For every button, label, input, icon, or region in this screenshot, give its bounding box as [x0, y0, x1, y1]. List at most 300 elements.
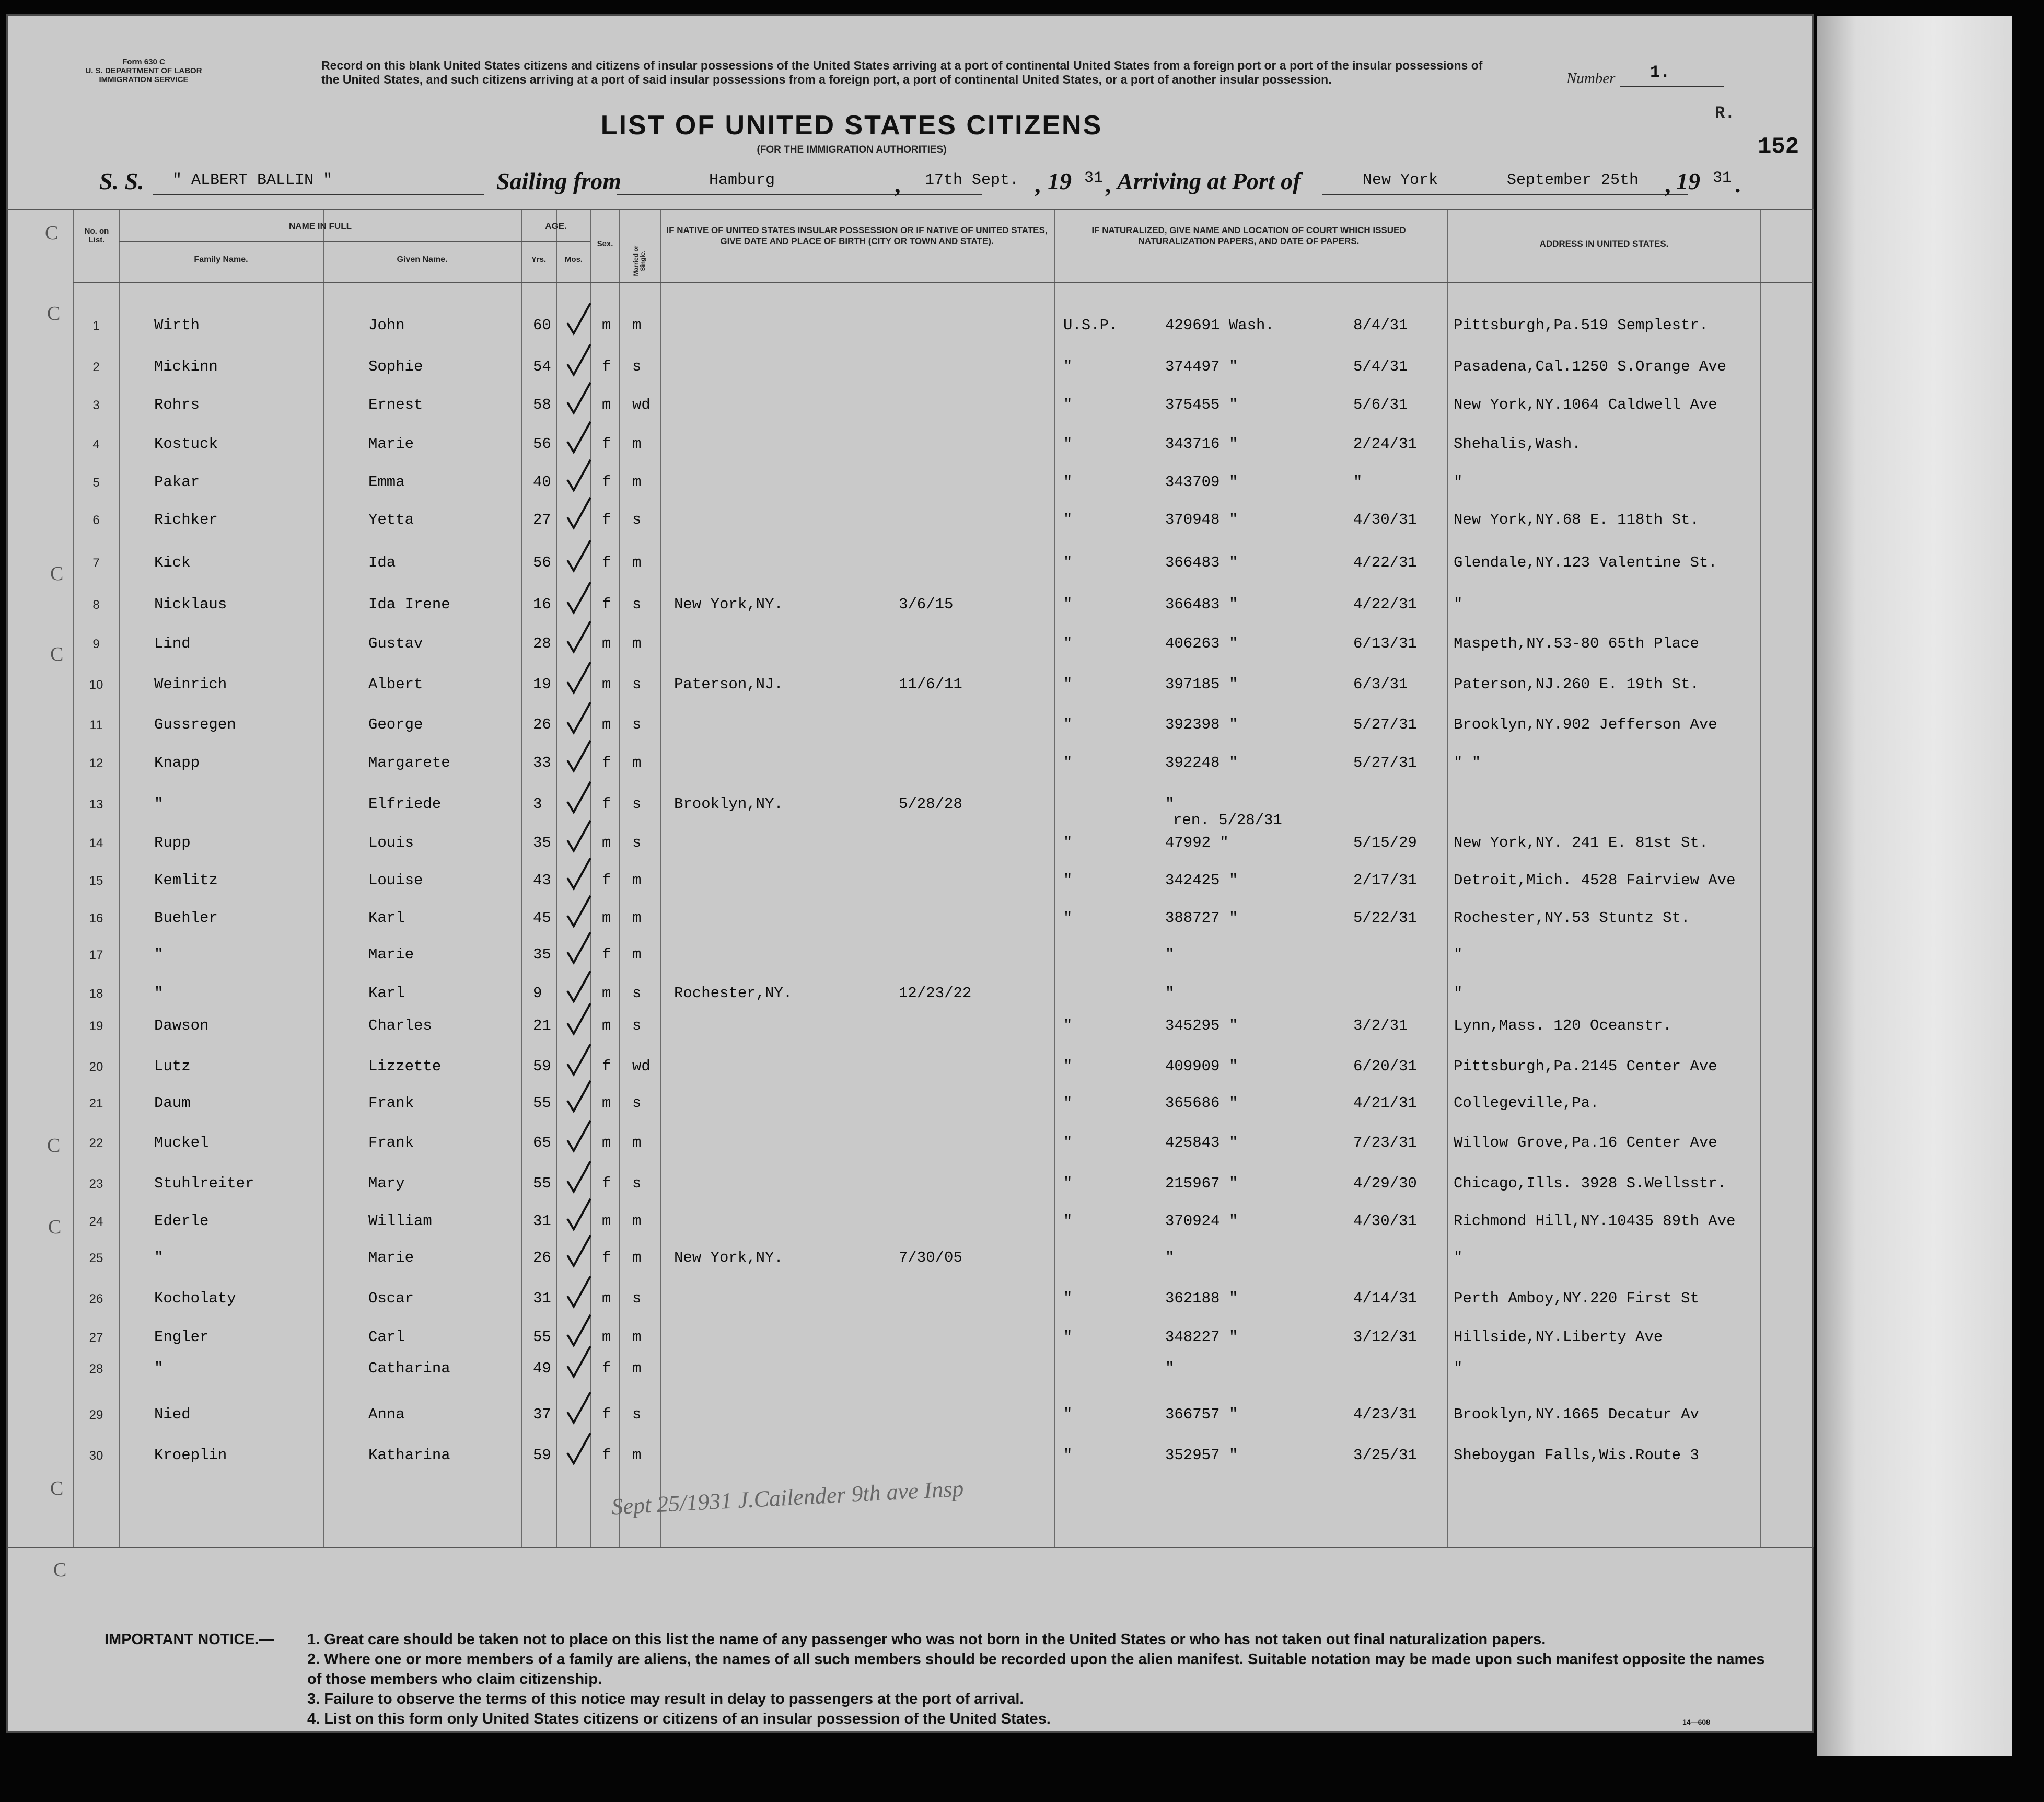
- marital-status: s: [632, 511, 642, 528]
- naturalization-number: 429691 Wash.: [1165, 317, 1274, 334]
- naturalization-court: ": [1063, 396, 1073, 413]
- age-years: 45: [533, 909, 551, 927]
- header-sex: Sex.: [597, 239, 613, 248]
- given-name: Karl: [368, 909, 405, 927]
- check-mark-icon: [564, 301, 596, 338]
- family-name: ": [154, 985, 164, 1002]
- sex: f: [602, 1447, 611, 1464]
- given-name: Karl: [368, 985, 405, 1002]
- sex: m: [602, 716, 611, 733]
- given-name: Albert: [368, 676, 423, 693]
- check-mark-icon: [564, 1079, 596, 1115]
- check-mark-icon: [564, 660, 596, 697]
- age-years: 60: [533, 317, 551, 334]
- given-name: Sophie: [368, 358, 423, 375]
- address: Shehalis,Wash.: [1454, 435, 1581, 453]
- marital-status: s: [632, 1290, 642, 1307]
- age-years: 21: [533, 1017, 551, 1034]
- check-mark-icon: [564, 1390, 596, 1427]
- sex: m: [602, 909, 611, 927]
- table-column-rule: [660, 209, 661, 1547]
- marital-status: s: [632, 716, 642, 733]
- check-mark-icon: [564, 818, 596, 855]
- r-mark: R.: [1715, 103, 1735, 123]
- header-naturalized: IF NATURALIZED, GIVE NAME AND LOCATION OF COURT WHICH ISSUED NATURALIZATION PAPERS, AND DATE OF PAPERS.: [1091, 225, 1406, 246]
- list-number: 8: [92, 598, 100, 612]
- margin-mark: C: [53, 1559, 67, 1581]
- naturalization-court: ": [1063, 834, 1073, 851]
- list-number: 5: [92, 476, 100, 490]
- sex: m: [602, 317, 611, 334]
- family-name: Lutz: [154, 1058, 191, 1075]
- naturalization-number: 345295 ": [1165, 1017, 1238, 1034]
- list-number: 26: [89, 1292, 103, 1306]
- sex: f: [602, 872, 611, 889]
- list-number: 15: [89, 874, 103, 888]
- family-name: Richker: [154, 511, 218, 528]
- notice-item-2: 2. Where one or more members of a family are aliens, the names of all such members should be recorded upon the alien manifest. Suitable notation may be made upon such manifest opposite the names of those members who claim citizenship.: [307, 1651, 1765, 1688]
- address: Willow Grove,Pa.16 Center Ave: [1454, 1134, 1717, 1151]
- marital-status: s: [632, 1094, 642, 1112]
- naturalization-number: 215967 ": [1165, 1175, 1238, 1192]
- list-number: 21: [89, 1096, 103, 1111]
- naturalization-court: ": [1063, 754, 1073, 771]
- list-number: 30: [89, 1449, 103, 1463]
- sailing-year-prefix: 19: [1048, 168, 1072, 194]
- address: New York,NY.1064 Caldwell Ave: [1454, 396, 1717, 413]
- given-name: John: [368, 317, 405, 334]
- table-column-rule: [323, 209, 324, 1547]
- naturalization-date: 4/30/31: [1353, 1212, 1417, 1230]
- naturalization-date: 5/15/29: [1353, 834, 1417, 851]
- arrival-year: 31: [1713, 169, 1732, 187]
- age-years: 35: [533, 834, 551, 851]
- given-name: Oscar: [368, 1290, 414, 1307]
- age-years: 59: [533, 1447, 551, 1464]
- given-name: Emma: [368, 473, 405, 491]
- check-mark-icon: [564, 420, 596, 456]
- margin-mark: C: [47, 1135, 61, 1157]
- sex: m: [602, 985, 611, 1002]
- sex: f: [602, 946, 611, 963]
- margin-mark: C: [47, 303, 61, 325]
- age-years: 26: [533, 1249, 551, 1266]
- naturalization-number: 375455 ": [1165, 396, 1238, 413]
- naturalization-court: ": [1063, 596, 1073, 613]
- given-name: Ida Irene: [368, 596, 450, 613]
- naturalization-court: ": [1063, 1406, 1073, 1423]
- naturalization-court: ": [1063, 473, 1073, 491]
- age-years: 33: [533, 754, 551, 771]
- address: Brooklyn,NY.1665 Decatur Av: [1454, 1406, 1699, 1423]
- voyage-line: S. S. " ALBERT BALLIN " Sailing from Hamburg , 17th Sept. , 19 31 , Arriving at Port of New York September 25th , 19 31 .: [99, 168, 1741, 198]
- naturalization-number: 406263 ": [1165, 635, 1238, 652]
- address: Detroit,Mich. 4528 Fairview Ave: [1454, 872, 1736, 889]
- table-row-rule: [7, 209, 1813, 210]
- table-row-rule: [7, 1547, 1813, 1548]
- marital-status: m: [632, 1447, 642, 1464]
- given-name: Marie: [368, 946, 414, 963]
- check-mark-icon: [564, 495, 596, 532]
- family-name: Rupp: [154, 834, 191, 851]
- address: Perth Amboy,NY.220 First St: [1454, 1290, 1699, 1307]
- naturalization-court: ": [1063, 1058, 1073, 1075]
- naturalization-number: 397185 ": [1165, 676, 1238, 693]
- naturalization-date: 3/12/31: [1353, 1329, 1417, 1346]
- age-years: 31: [533, 1290, 551, 1307]
- family-name: Weinrich: [154, 676, 227, 693]
- list-number: 14: [89, 836, 103, 850]
- check-mark-icon: [564, 856, 596, 893]
- margin-mark: C: [50, 643, 64, 665]
- birth-place: Rochester,NY.: [674, 985, 793, 1002]
- header-age: AGE.: [545, 221, 567, 231]
- check-mark-icon: [564, 1001, 596, 1038]
- naturalization-number: 365686 ": [1165, 1094, 1238, 1112]
- given-name: Lizzette: [368, 1058, 442, 1075]
- list-number: 11: [89, 718, 103, 732]
- age-years: 19: [533, 676, 551, 693]
- address: Rochester,NY.53 Stuntz St.: [1454, 909, 1690, 927]
- address: Paterson,NJ.260 E. 19th St.: [1454, 676, 1699, 693]
- list-number: 29: [89, 1408, 103, 1422]
- sex: f: [602, 1175, 611, 1192]
- address: Pasadena,Cal.1250 S.Orange Ave: [1454, 358, 1727, 375]
- naturalization-number: 348227 ": [1165, 1329, 1238, 1346]
- marital-status: m: [632, 1360, 642, 1377]
- birth-date: 5/28/28: [899, 795, 962, 813]
- marital-status: s: [632, 358, 642, 375]
- naturalization-court: ": [1063, 1290, 1073, 1307]
- address: Collegeville,Pa.: [1454, 1094, 1599, 1112]
- family-name: Lind: [154, 635, 191, 652]
- marital-status: m: [632, 435, 642, 453]
- age-years: 9: [533, 985, 542, 1002]
- naturalization-date: 4/29/30: [1353, 1175, 1417, 1192]
- check-mark-icon: [564, 1431, 596, 1468]
- marital-status: m: [632, 1134, 642, 1151]
- naturalization-date: 3/25/31: [1353, 1447, 1417, 1464]
- list-number: 24: [89, 1215, 103, 1229]
- age-years: 49: [533, 1360, 551, 1377]
- age-years: 56: [533, 554, 551, 571]
- naturalization-date: 4/22/31: [1353, 596, 1417, 613]
- sex: f: [602, 358, 611, 375]
- notice-item-3: 3. Failure to observe the terms of this notice may result in delay to passengers at the port of arrival.: [307, 1691, 1024, 1707]
- given-name: Yetta: [368, 511, 414, 528]
- address: Richmond Hill,NY.10435 89th Ave: [1454, 1212, 1736, 1230]
- table-row-rule: [73, 282, 1813, 283]
- sailing-port: Hamburg: [709, 171, 775, 189]
- marital-status: m: [632, 909, 642, 927]
- naturalization-court: ": [1063, 358, 1073, 375]
- arriving-label: Arriving at Port of: [1117, 168, 1301, 194]
- check-mark-icon: [564, 738, 596, 775]
- sex: f: [602, 1249, 611, 1266]
- age-years: 54: [533, 358, 551, 375]
- list-number: 3: [92, 398, 100, 412]
- address: ": [1454, 1360, 1463, 1377]
- ship-name: " ALBERT BALLIN ": [172, 171, 333, 189]
- number-underline: [1620, 86, 1724, 87]
- marital-status: wd: [632, 1058, 651, 1075]
- birth-date: 3/6/15: [899, 596, 954, 613]
- sex: m: [602, 1329, 611, 1346]
- header-birth: IF NATIVE OF UNITED STATES INSULAR POSSESSION OR IF NATIVE OF UNITED STATES, GIVE DATE AND PLACE OF BIRTH (CITY OR TOWN AND STATE).: [666, 225, 1048, 246]
- naturalization-number: ": [1165, 1249, 1175, 1266]
- family-name: Daum: [154, 1094, 191, 1112]
- address: Glendale,NY.123 Valentine St.: [1454, 554, 1717, 571]
- sex: f: [602, 473, 611, 491]
- header-no-on-list: No. on List.: [84, 227, 109, 245]
- family-name: Kick: [154, 554, 191, 571]
- naturalization-date: 4/21/31: [1353, 1094, 1417, 1112]
- given-name: Marie: [368, 435, 414, 453]
- margin-mark: C: [50, 1477, 64, 1499]
- naturalization-date: 5/27/31: [1353, 754, 1417, 771]
- age-years: 37: [533, 1406, 551, 1423]
- marital-status: m: [632, 1249, 642, 1266]
- sex: m: [602, 676, 611, 693]
- family-name: ": [154, 1249, 164, 1266]
- naturalization-number: 366483 ": [1165, 554, 1238, 571]
- naturalization-date: 4/14/31: [1353, 1290, 1417, 1307]
- naturalization-court: ": [1063, 1094, 1073, 1112]
- naturalization-court: ": [1063, 1212, 1073, 1230]
- naturalization-date: 4/23/31: [1353, 1406, 1417, 1423]
- given-name: Louise: [368, 872, 423, 889]
- sex: f: [602, 435, 611, 453]
- ship-underline: [153, 194, 484, 195]
- notice-item-1: 1. Great care should be taken not to place on this list the name of any passenger who was not born in the United States or who has not taken out final naturalization papers.: [307, 1631, 1546, 1648]
- naturalization-date: 4/30/31: [1353, 511, 1417, 528]
- given-name: Frank: [368, 1094, 414, 1112]
- age-years: 3: [533, 795, 542, 813]
- department-name: U. S. DEPARTMENT OF LABOR: [85, 66, 202, 75]
- birth-place: New York,NY.: [674, 1249, 783, 1266]
- list-number: 1: [92, 319, 100, 333]
- family-name: Kostuck: [154, 435, 218, 453]
- service-name: IMMIGRATION SERVICE: [99, 75, 189, 84]
- address: Pittsburgh,Pa.2145 Center Ave: [1454, 1058, 1717, 1075]
- table-column-rule: [1813, 209, 1814, 1547]
- naturalization-number: ": [1165, 985, 1175, 1002]
- arrival-date: September 25th: [1506, 171, 1639, 189]
- family-name: Nied: [154, 1406, 191, 1423]
- check-mark-icon: [564, 619, 596, 656]
- family-name: ": [154, 795, 164, 813]
- naturalization-number: 47992 ": [1165, 834, 1229, 851]
- marital-status: m: [632, 317, 642, 334]
- naturalization-date: 7/23/31: [1353, 1134, 1417, 1151]
- marital-status: m: [632, 872, 642, 889]
- address: Sheboygan Falls,Wis.Route 3: [1454, 1447, 1699, 1464]
- birth-date: 7/30/05: [899, 1249, 962, 1266]
- table-column-rule: [521, 209, 522, 1547]
- naturalization-date: ": [1353, 473, 1363, 491]
- marital-status: s: [632, 596, 642, 613]
- footer-code: 14—608: [1682, 1718, 1710, 1726]
- sex: f: [602, 554, 611, 571]
- given-name: Margarete: [368, 754, 450, 771]
- check-mark-icon: [564, 1159, 596, 1196]
- marital-status: s: [632, 985, 642, 1002]
- birth-date: 11/6/11: [899, 676, 962, 693]
- naturalization-court: ": [1063, 554, 1073, 571]
- naturalization-number: 409909 ": [1165, 1058, 1238, 1075]
- sailing-from-label: Sailing from: [496, 168, 622, 194]
- form-number: Form 630 C: [122, 57, 165, 66]
- page-subtitle: (FOR THE IMMIGRATION AUTHORITIES): [757, 144, 947, 155]
- list-number: 4: [92, 437, 100, 452]
- given-name: Mary: [368, 1175, 405, 1192]
- age-years: 35: [533, 946, 551, 963]
- check-mark-icon: [564, 700, 596, 737]
- naturalization-number: ": [1165, 946, 1175, 963]
- margin-mark: C: [50, 563, 64, 585]
- arrival-year-prefix: 19: [1676, 168, 1700, 194]
- marital-status: s: [632, 676, 642, 693]
- header-yrs: Yrs.: [531, 255, 547, 264]
- naturalization-date: 6/3/31: [1353, 676, 1408, 693]
- sex: m: [602, 396, 611, 413]
- ss-label: S. S.: [99, 168, 144, 194]
- age-years: 56: [533, 435, 551, 453]
- marital-status: wd: [632, 396, 651, 413]
- age-years: 55: [533, 1094, 551, 1112]
- sex: f: [602, 795, 611, 813]
- address: ": [1454, 473, 1463, 491]
- birth-date: 12/23/22: [899, 985, 972, 1002]
- check-mark-icon: [564, 894, 596, 930]
- row14-renewal-note: ren. 5/28/31: [1173, 812, 1282, 829]
- family-name: Wirth: [154, 317, 200, 334]
- table-column-rule: [1760, 209, 1761, 1547]
- list-number: 7: [92, 556, 100, 570]
- naturalization-court: ": [1063, 1329, 1073, 1346]
- age-years: 55: [533, 1329, 551, 1346]
- check-mark-icon: [564, 1042, 596, 1079]
- list-number: 22: [89, 1136, 103, 1150]
- naturalization-court: ": [1063, 716, 1073, 733]
- page-title: LIST OF UNITED STATES CITIZENS: [600, 110, 1103, 141]
- address: Hillside,NY.Liberty Ave: [1454, 1329, 1663, 1346]
- check-mark-icon: [564, 969, 596, 1006]
- sex: m: [602, 1290, 611, 1307]
- marital-status: m: [632, 754, 642, 771]
- naturalization-court: ": [1063, 435, 1073, 453]
- family-name: ": [154, 1360, 164, 1377]
- naturalization-date: 2/17/31: [1353, 872, 1417, 889]
- naturalization-number: 366483 ": [1165, 596, 1238, 613]
- list-number: 23: [89, 1177, 103, 1191]
- given-name: Ernest: [368, 396, 423, 413]
- table-column-rule: [119, 209, 120, 1547]
- marital-status: s: [632, 795, 642, 813]
- naturalization-number: 352957 ": [1165, 1447, 1238, 1464]
- family-name: Knapp: [154, 754, 200, 771]
- check-mark-icon: [564, 342, 596, 379]
- sex: m: [602, 635, 611, 652]
- age-years: 55: [533, 1175, 551, 1192]
- check-mark-icon: [564, 1233, 596, 1270]
- sex: f: [602, 1360, 611, 1377]
- family-name: Nicklaus: [154, 596, 227, 613]
- naturalization-number: 392248 ": [1165, 754, 1238, 771]
- sex: f: [602, 596, 611, 613]
- address: Maspeth,NY.53-80 65th Place: [1454, 635, 1699, 652]
- naturalization-court: ": [1063, 1175, 1073, 1192]
- number-label: Number: [1566, 70, 1616, 87]
- naturalization-date: 5/22/31: [1353, 909, 1417, 927]
- sailing-year: 31: [1084, 169, 1104, 187]
- age-years: 16: [533, 596, 551, 613]
- header-married-or-single: Married or Single.: [632, 245, 646, 276]
- family-name: Rohrs: [154, 396, 200, 413]
- list-number: 25: [89, 1251, 103, 1265]
- naturalization-number: 343709 ": [1165, 473, 1238, 491]
- naturalization-date: 3/2/31: [1353, 1017, 1408, 1034]
- address: Pittsburgh,Pa.519 Semplestr.: [1454, 317, 1709, 334]
- given-name: Charles: [368, 1017, 432, 1034]
- naturalization-court: ": [1063, 1447, 1073, 1464]
- marital-status: s: [632, 1406, 642, 1423]
- given-name: William: [368, 1212, 432, 1230]
- header-given-name: Given Name.: [397, 255, 448, 264]
- table-column-rule: [1054, 209, 1055, 1547]
- address: Lynn,Mass. 120 Oceanstr.: [1454, 1017, 1672, 1034]
- form-identifier: [68, 57, 219, 84]
- naturalization-number: 392398 ": [1165, 716, 1238, 733]
- family-name: Muckel: [154, 1134, 209, 1151]
- page-number: 152: [1758, 134, 1799, 160]
- arrival-underline: [1322, 194, 1688, 195]
- family-name: Kemlitz: [154, 872, 218, 889]
- age-years: 59: [533, 1058, 551, 1075]
- marital-status: s: [632, 1017, 642, 1034]
- naturalization-court: ": [1063, 511, 1073, 528]
- check-mark-icon: [564, 930, 596, 967]
- naturalization-number: ": [1165, 1360, 1175, 1377]
- naturalization-court: ": [1063, 676, 1073, 693]
- list-number: 13: [89, 798, 103, 812]
- sex: m: [602, 1017, 611, 1034]
- list-number: 18: [89, 987, 103, 1001]
- naturalization-number: 366757 ": [1165, 1406, 1238, 1423]
- family-name: Ederle: [154, 1212, 209, 1230]
- naturalization-date: 5/4/31: [1353, 358, 1408, 375]
- list-number: 9: [92, 637, 100, 651]
- naturalization-court: U.S.P.: [1063, 317, 1118, 334]
- naturalization-number: 370924 ": [1165, 1212, 1238, 1230]
- number-value: 1.: [1650, 63, 1670, 82]
- address: ": [1454, 985, 1463, 1002]
- naturalization-number: 374497 ": [1165, 358, 1238, 375]
- naturalization-date: 8/4/31: [1353, 317, 1408, 334]
- naturalization-number: 343716 ": [1165, 435, 1238, 453]
- naturalization-number: 370948 ": [1165, 511, 1238, 528]
- header-address: ADDRESS IN UNITED STATES.: [1539, 239, 1669, 249]
- naturalization-date: 4/22/31: [1353, 554, 1417, 571]
- table-column-rule: [1447, 209, 1448, 1547]
- family-name: Mickinn: [154, 358, 218, 375]
- naturalization-number: 388727 ": [1165, 909, 1238, 927]
- age-years: 43: [533, 872, 551, 889]
- naturalization-number: ": [1165, 795, 1175, 813]
- age-years: 26: [533, 716, 551, 733]
- family-name: Dawson: [154, 1017, 209, 1034]
- table-row-rule: [119, 241, 590, 242]
